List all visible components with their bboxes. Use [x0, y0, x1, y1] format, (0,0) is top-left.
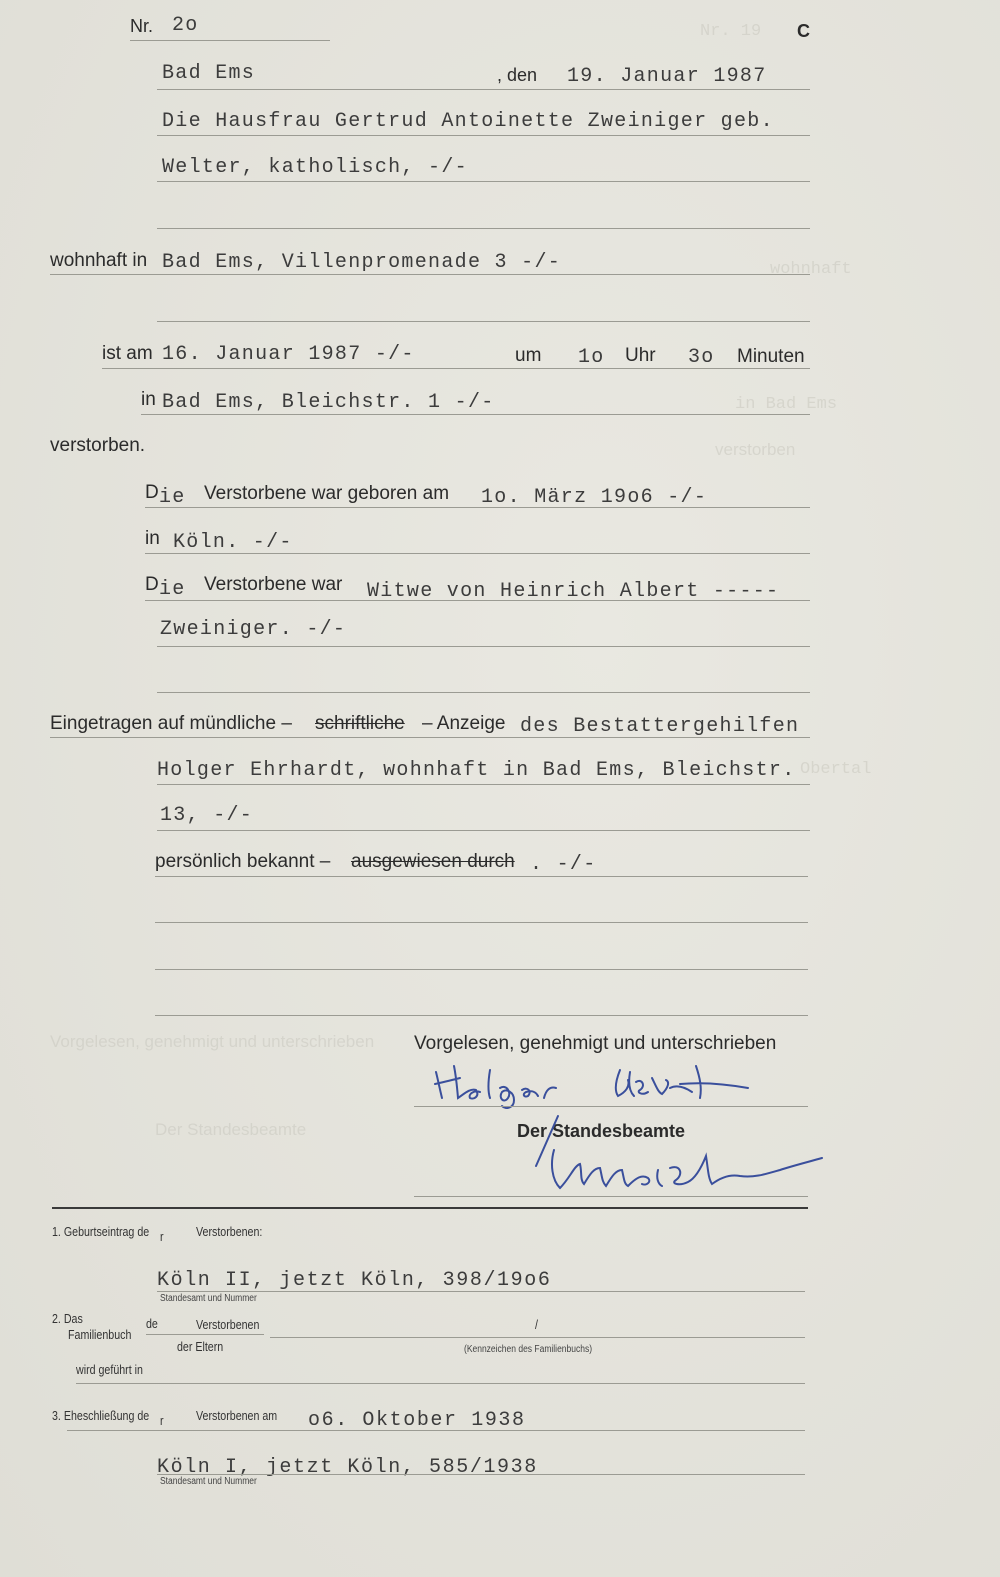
line: [67, 1430, 805, 1431]
line: [157, 830, 810, 831]
footnote-3-label-2: Verstorbenen am: [196, 1408, 278, 1423]
line: [145, 507, 810, 508]
vorgelesen-text: Vorgelesen, genehmigt und unterschrieben: [414, 1033, 777, 1054]
standesbeamte-label: Der Standesbeamte: [517, 1121, 686, 1141]
footnote-1-suffix: r: [160, 1229, 164, 1244]
line: [50, 737, 810, 738]
informant-signature: [430, 1058, 760, 1112]
footnote-3-label: 3. Eheschließung de: [52, 1408, 150, 1423]
bekannt-label: persönlich bekannt –: [155, 851, 331, 872]
bleed-through-text: in Bad Ems: [735, 395, 838, 414]
ist-am-label: ist am: [102, 343, 153, 364]
wohnhaft-label: wohnhaft in: [50, 250, 148, 271]
bleed-through-text: Obertal: [800, 760, 872, 779]
footnote-2-gefuehrt: wird geführt in: [76, 1362, 143, 1377]
birth-in-label: in: [145, 528, 160, 549]
ausgewiesen-struck: ausgewiesen durch: [351, 851, 515, 872]
anzeige-label: – Anzeige: [422, 713, 506, 734]
line: [141, 414, 810, 415]
footnote-2-label-b: Familienbuch: [68, 1327, 132, 1342]
line: [155, 876, 808, 877]
birth-date: 1o. März 19o6 -/-: [481, 486, 708, 509]
line: [414, 1106, 808, 1107]
line: [157, 1474, 805, 1475]
line: [50, 274, 810, 275]
line: [157, 321, 810, 322]
address-value: Bad Ems, Villenpromenade 3 -/-: [162, 251, 562, 274]
footnote-2-caption: (Kennzeichen des Familienbuchs): [464, 1344, 593, 1355]
nr-value: 2o: [172, 14, 199, 37]
informant-line-1: Holger Ehrhardt, wohnhaft in Bad Ems, Bleichstr.: [157, 759, 796, 782]
status-line-1: Witwe von Heinrich Albert -----: [367, 580, 780, 603]
line: [157, 181, 810, 182]
record-date: 19. Januar 1987: [567, 65, 767, 88]
nr-underline: [130, 40, 330, 41]
birth-place: Köln. -/-: [173, 531, 293, 554]
uhr-label: Uhr: [625, 345, 656, 366]
line: [270, 1337, 805, 1338]
birth-register-value: Köln II, jetzt Köln, 398/19o6: [157, 1269, 552, 1292]
birth-prefix-typed: ie: [159, 486, 186, 509]
footnote-2-eltern: der Eltern: [177, 1339, 224, 1354]
place-value: Bad Ems: [162, 62, 256, 85]
schriftliche-struck: schriftliche: [315, 713, 405, 734]
line: [157, 646, 810, 647]
eingetragen-label: Eingetragen auf mündliche –: [50, 713, 292, 734]
line: [146, 1334, 264, 1335]
line: [102, 368, 810, 369]
status-prefix-typed: ie: [159, 578, 186, 601]
death-hour: 1o: [578, 346, 605, 369]
line: [157, 692, 810, 693]
person-line-2: Welter, katholisch, -/-: [162, 156, 468, 179]
bekannt-typed: . -/-: [530, 853, 597, 876]
line: [414, 1196, 808, 1197]
death-place: Bad Ems, Bleichstr. 1 -/-: [162, 391, 495, 414]
footnote-1-label: 1. Geburtseintrag de: [52, 1224, 150, 1239]
section-divider: [52, 1207, 808, 1209]
marriage-date: o6. Oktober 1938: [308, 1409, 526, 1432]
date-separator: , den: [497, 65, 538, 85]
footnote-2-label-a: 2. Das: [52, 1311, 83, 1326]
footnote-2-de: de: [146, 1316, 158, 1331]
line: [157, 89, 810, 90]
line: [76, 1383, 805, 1384]
corner-letter: C: [797, 21, 810, 41]
bleed-through-text: Nr. 19: [700, 22, 762, 41]
death-date: 16. Januar 1987 -/-: [162, 343, 415, 366]
bleed-through-text: wohnhaft: [770, 260, 852, 279]
line: [155, 969, 808, 970]
footnote-2-verstorbenen: Verstorbenen: [196, 1317, 260, 1332]
um-label: um: [515, 345, 542, 366]
person-line-1: Die Hausfrau Gertrud Antoinette Zweiniger geb.: [162, 110, 774, 133]
line: [157, 228, 810, 229]
line: [155, 922, 808, 923]
informant-line-0: des Bestattergehilfen: [520, 715, 800, 738]
registrar-signature: [530, 1108, 830, 1198]
status-label: Verstorbene war: [204, 574, 343, 595]
footnote-2-slash: /: [535, 1317, 538, 1332]
death-minutes: 3o: [688, 346, 715, 369]
bleed-through-text: Der Standesbeamte: [155, 1120, 307, 1139]
birth-prefix-printed: D: [145, 482, 159, 503]
line: [145, 553, 810, 554]
footnote-1-caption: Standesamt und Nummer: [160, 1293, 257, 1304]
nr-label: Nr.: [130, 16, 154, 36]
footnote-1-label-2: Verstorbenen:: [196, 1224, 263, 1239]
verstorben-label: verstorben.: [50, 435, 146, 456]
line: [157, 135, 810, 136]
birth-label: Verstorbene war geboren am: [204, 483, 450, 504]
status-line-2: Zweiniger. -/-: [160, 618, 347, 641]
line: [145, 600, 810, 601]
marriage-register-value: Köln I, jetzt Köln, 585/1938: [157, 1456, 538, 1479]
status-prefix-printed: D: [145, 574, 159, 595]
minuten-label: Minuten: [737, 346, 805, 367]
footnote-3-caption: Standesamt und Nummer: [160, 1476, 257, 1487]
informant-line-2: 13, -/-: [160, 804, 254, 827]
line: [155, 1015, 808, 1016]
line: [157, 1291, 805, 1292]
bleed-through-text: verstorben: [715, 440, 796, 459]
bleed-through-text: Vorgelesen, genehmigt und unterschrieben: [50, 1032, 375, 1051]
line: [157, 784, 810, 785]
in-label: in: [141, 389, 156, 410]
footnote-3-suffix: r: [160, 1413, 164, 1428]
